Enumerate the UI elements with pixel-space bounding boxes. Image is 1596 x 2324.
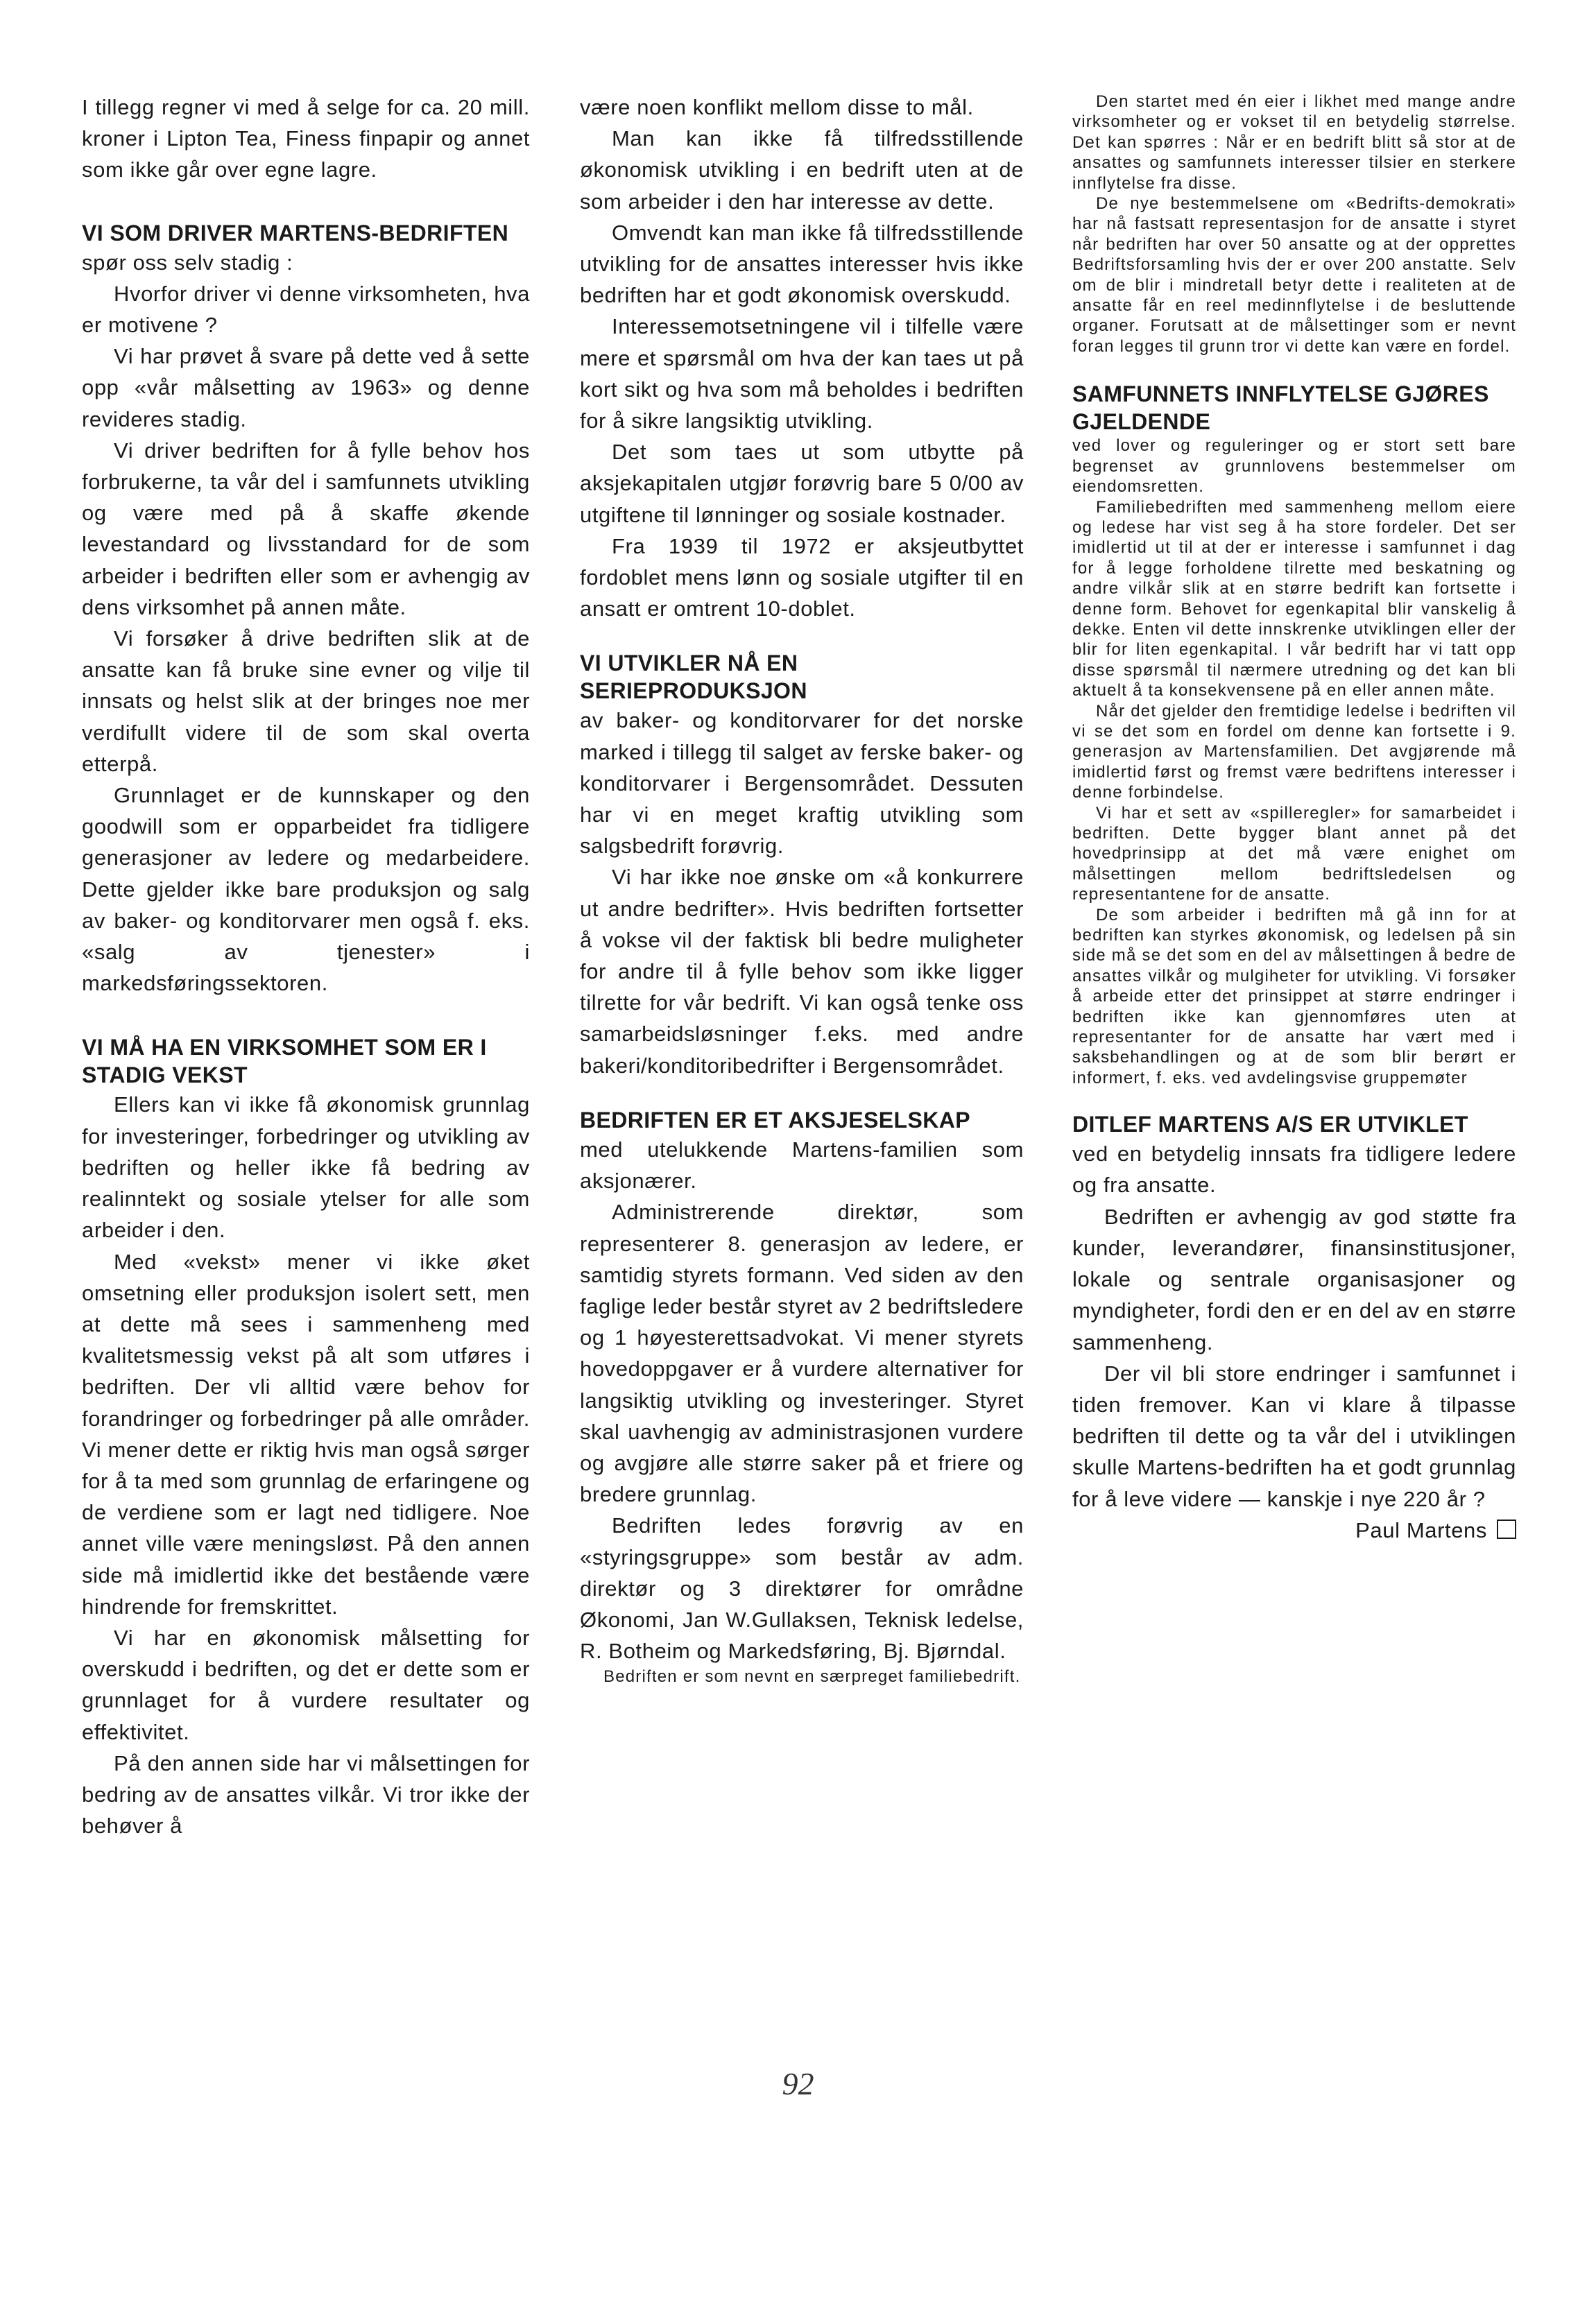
paragraph: Fra 1939 til 1972 er aksjeutbyttet fordoblet mens lønn og sosiale utgifter til en ansatt er omtrent 10-doblet. [580, 533, 1024, 621]
section-heading: VI UTVIKLER NÅ EN SERIEPRODUKSJON [580, 651, 807, 704]
paragraph: Hvorfor driver vi denne virksomheten, hva er motivene ? [82, 281, 530, 338]
paragraph: Vi har ikke noe ønske om «å konkurrere ut andre bedrifter». Hvis bedriften fortsetter å vokse vil der faktisk bli bedre muligheter for andre til å fylle behov som ikke ligger tilrette for vår bedrift. Vi kan også tenke oss samarbeidsløsninger f.eks. med andre bakeri/konditoribedrifter i Bergensområdet. [580, 865, 1024, 1078]
paragraph-small: ved lover og reguleringer og er stort sett bare begrenset av grunnlovens bestemmelser om eiendomsretten. [1072, 436, 1516, 497]
section-heading: VI SOM DRIVER MARTENS-BEDRIFTEN [82, 220, 509, 246]
paragraph: Det som taes ut som utbytte på aksjekapitalen utgjør forøvrig bare 5 0/00 av utgiftene til lønninger og sosiale kostnader. [580, 440, 1024, 527]
paragraph: med utelukkende Martens-familien som aksjonærer. [580, 1137, 1024, 1194]
paragraph-small: Den startet med én eier i likhet med mange andre virksomheter og er vokset til en betydelig størrelse. Det kan spørres : Når er en bedrift blitt så stor at de ansattes og samfunnets interesser tilsier en sterkere innflytelse fra disse. [1072, 92, 1516, 193]
paragraph: være noen konflikt mellom disse to mål. [580, 95, 974, 119]
paragraph: Der vil bli store endringer i samfunnet i tiden fremover. Kan vi klare å tilpasse bedriften til dette og ta vår del i utviklingen skulle Martens-bedriften ha et godt grunnlag for å leve videre — kanskje i nye 220 år ? [1072, 1361, 1516, 1511]
end-square-icon [1497, 1520, 1516, 1539]
signature-line [1072, 1515, 1516, 1546]
column-1 [82, 92, 530, 1841]
paragraph: Vi har prøvet å svare på dette ved å sette opp «vår målsetting av 1963» og denne revideres stadig. [82, 344, 530, 431]
section-heading: SAMFUNNETS INNFLYTELSE GJØRES GJELDENDE [1072, 381, 1489, 435]
paragraph-small: De nye bestemmelsene om «Bedrifts-demokrati» har nå fastsatt representasjon for de ansatte i styret når bedriften har over 50 ansatte og at der opprettes Bedriftsforsamling hvis der er over 200 anstatte. Selv om de blir i mindretall betyr dette i realiteten at de ansatte får en reel medinnflytelse i de besluttende organer. Forutsatt at de målsettinger som er nevnt foran legges til grunn tror vi dette kan være en fordel. [1072, 194, 1516, 356]
paragraph: Administrerende direktør, som representerer 8. generasjon av ledere, er samtidig styrets formann. Ved siden av den faglige leder består styret av 2 bedriftsledere og 1 høyesterettsadvokat. Vi mener styrets hovedoppgaver er å vurdere alternativer for langsiktig utvikling og investeringer. Styret skal uavhengig av administrasjonen vurdere og avgjøre alle større saker på et friere og bredere grunnlag. [580, 1200, 1024, 1507]
paragraph: Vi har en økonomisk målsetting for overskudd i bedriften, og det er dette som er grunnlaget for å vurdere resultater og effektivitet. [82, 1625, 530, 1744]
paragraph-small: Bedriften er som nevnt en særpreget familiebedrift. [603, 1667, 1021, 1687]
paragraph: I tillegg regner vi med å selge for ca. 20 mill. kroner i Lipton Tea, Finess finpapir og annet som ikke går over egne lagre. [82, 95, 530, 182]
paragraph-small: De som arbeider i bedriften må gå inn for at bedriften kan styrkes økonomisk, og ledelsen på sin side må se det som en del av målsettingen å bedre de ansattes vilkår og mulgiheter for utvikling. Vi forsøker å arbeide etter det prinsippet at større endringer i bedriften ikke kan gjennomføres uten at representanter for de ansatte har vært med i saksbehandlingen og at de som blir berørt er informert, f. eks. ved avdelingsvise gruppemøter [1072, 905, 1516, 1087]
paragraph-small: Vi har et sett av «spilleregler» for samarbeidet i bedriften. Dette bygger blant annet på det hovedprinsipp at det må være enighet om målsettingen mellom bedriftsledelsen og representantene for de ansatte. [1072, 803, 1516, 904]
paragraph: ved en betydelig innsats fra tidligere ledere og fra ansatte. [1072, 1142, 1516, 1198]
paragraph: Omvendt kan man ikke få tilfredsstillende utvikling for de ansattes interesser hvis ikke bedriften har et godt økonomisk overskudd. [580, 220, 1024, 308]
column-3 [1072, 92, 1516, 1546]
paragraph-small: Familiebedriften med sammenheng mellom eiere og ledese har vist seg å ha store fordeler. Det ser imidlertid ut til at der er interesse i samfunnet i dag for å legge forholdene tilrette med beskatning og andre vilkår slik at en større bedrift kan fortsette i denne form. Behovet for egenkapital blir vanskelig å dekke. Enten vil dette innskrenke utviklingen eller der blir for liten egenkapital. I vår bedrift har vi tatt opp disse spørsmål til nærmere utredning og det kan bli aktuelt å ta konsekvensene på en eller annen måte. [1072, 497, 1516, 700]
paragraph: Man kan ikke få tilfredsstillende økonomisk utvikling i en bedrift uten at de som arbeider i den har interesse av dette. [580, 126, 1024, 214]
paragraph: spør oss selv stadig : [82, 250, 293, 275]
paragraph: Med «vekst» mener vi ikke øket omsetning eller produksjon isolert sett, men at dette må sees i sammenheng med kvalitetsmessig vekst på alt som utføres i bedriften. Der vli alltid være behov for forandringer og forbedringer på alle områder. Vi mener dette er riktig hvis man også sørger for å ta med som grunnlag de erfaringene og de verdiene som er lagt ned tidligere. Noe annet ville være meningsløst. På den annen side må imidlertid ikke det bestående være hindrende for fremskrittet. [82, 1249, 530, 1619]
paragraph: Grunnlaget er de kunnskaper og den goodwill som er opparbeidet fra tidligere generasjoner av ledere og medarbeidere. Dette gjelder ikke bare produksjon og salg av baker- og konditorvarer men også f. eks. «salg av tjenester» i markedsføringssektoren. [82, 783, 530, 996]
column-2 [580, 92, 1024, 1687]
paragraph: Ellers kan vi ikke få økonomisk grunnlag for investeringer, forbedringer og utvikling av bedriften og heller ikke få bedring av realinntekt og sosiale ytelser for alle som arbeider i den. [82, 1092, 530, 1243]
paragraph: Vi driver bedriften for å fylle behov hos forbrukerne, ta vår del i samfunnets utvikling og være med på å skaffe økende levestandard og livsstandard for de som arbeider i bedriften eller som er avhengig av dens virksomhet på annen måte. [82, 438, 530, 619]
section-heading: BEDRIFTEN ER ET AKSJESELSKAP [580, 1107, 970, 1133]
author-signature: Paul Martens [1355, 1517, 1487, 1542]
page-number: 92 [782, 2066, 814, 2101]
section-heading: DITLEF MARTENS A/S ER UTVIKLET [1072, 1112, 1468, 1137]
paragraph: Interessemotsetningene vil i tilfelle være mere et spørsmål om hva der kan taes ut på kort sikt og hva som må beholdes i bedriften for å sikre langsiktig utvikling. [580, 314, 1024, 433]
paragraph: Bedriften ledes forøvrig av en «styringsgruppe» som består av adm. direktør og 3 direktører for områdne Økonomi, Jan W.Gullaksen, Teknisk ledelse, R. Botheim og Markedsføring, Bj. Bjørndal. [580, 1513, 1024, 1664]
paragraph: Vi forsøker å drive bedriften slik at de ansatte kan få bruke sine evner og vilje til innsats og helst slik at der bringes noe mer verdifullt videre til de som skal overta etterpå. [82, 626, 530, 776]
paragraph-small: Når det gjelder den fremtidige ledelse i bedriften vil vi se det som en fordel om denne kan fortsette i 9. generasjon av Martensfamilien. Det avgjørende må imidlertid først og fremst være bedriftens interesser i denne forbindelse. [1072, 701, 1516, 802]
section-heading: VI MÅ HA EN VIRKSOMHET SOM ER I STADIG VEKST [82, 1035, 487, 1088]
paragraph: av baker- og konditorvarer for det norske marked i tillegg til salget av ferske baker- og konditorvarer i Bergensområdet. Dessuten har vi en meget kraftig utvikling som salgsbedrift forøvrig. [580, 708, 1024, 859]
paragraph: På den annen side har vi målsettingen for bedring av de ansattes vilkår. Vi tror ikke der behøver å [82, 1750, 530, 1839]
paragraph: Bedriften er avhengig av god støtte fra kunder, leverandører, finansinstitusjoner, lokale og sentrale organisasjoner og myndigheter, fordi den er en del av en større sammenheng. [1072, 1204, 1516, 1354]
